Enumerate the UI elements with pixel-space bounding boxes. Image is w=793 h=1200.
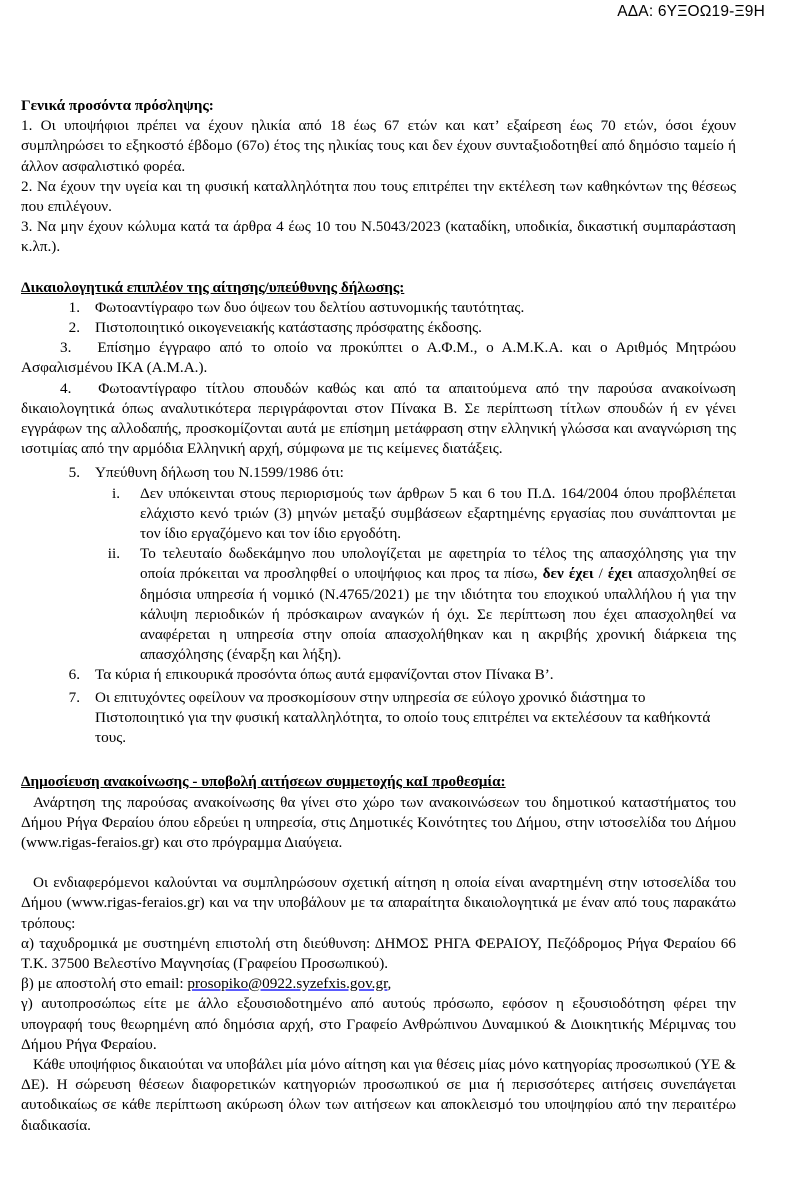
- submission-way-c: γ) αυτοπροσώπως είτε με άλλο εξουσιοδοτημένο από αυτούς πρόσωπο, εφόσον η εξουσιοδότηση φέρει την υπογραφή τους θεωρημένη από δημόσια αρχή, στο Γραφείο Ανθρώπινου Δυναμικού & Διοικητικής Μέριμνας του Δήμου Ρήγα Φεραίου.: [21, 995, 736, 1053]
- submission-way-b: β) με αποστολή στο email: prosopiko@0922.syzefxis.gov.gr,: [21, 975, 392, 993]
- documents-heading: Δικαιολογητικά επιπλέον της αίτησης/υπεύθυνης δήλωσης:: [21, 278, 405, 296]
- general-item-2: 2. Να έχουν την υγεία και τη φυσική καταλληλότητα που τους επιτρέπει την εκτέλεση των καθηκόντων της θέσεως που επιλέγουν.: [21, 177, 736, 216]
- declaration-item-i: i. Δεν υπόκεινται στους περιορισμούς των άρθρων 5 και 6 του Π.Δ. 164/2004 όπου προβλέπεται ελάχιστο κενό τριών (3) μηνών μεταξύ συμβάσεων εξαρτημένης εργασίας που συνάπτονται με τον ίδιο εργαζόμενο και τον ίδιο εργοδότη.: [111, 484, 736, 543]
- documents-item-4: 4. Φωτοαντίγραφο τίτλου σπουδών καθώς και από τα απαιτούμενα από την παρούσα ανακοίνωση δικαιολογητικά όπως αναλυτικότερα περιγράφονται στον Πίνακα Β. Σε περίπτωση τίτλων σπουδών ή εν γένει εγγράφων της αλλοδαπής, προσκομίζονται αυτά με επίσημη μετάφραση στην ελληνική γλώσσα και αναγνώριση της ισοτιμίας από την αρμόδια Ελληνική αρχή, σύμφωνα με τις κείμενες διατάξεις.: [21, 379, 737, 458]
- documents-item-2: 2. Πιστοποιητικό οικογενειακής κατάστασης πρόσφατης έκδοσης.: [68, 319, 482, 337]
- publication-paragraph-3: Κάθε υποψήφιος δικαιούται να υποβάλει μία μόνο αίτηση και για θέσεις μίας μόνο κατηγορίας προσωπικού (ΥΕ & ΔΕ). Η σώρευση θέσεων διαφορετικών κατηγοριών προσωπικού σε μια ή περισσότερες αιτήσεις συνεπάγεται αυτοδικαίως σε κάθε περίπτωση ακύρωση όλων των αιτήσεων και αποκλεισμό του υποψηφίου από την περαιτέρω διαδικασία.: [21, 1055, 736, 1134]
- documents-item-5: 5. Υπεύθυνη δήλωση του Ν.1599/1986 ότι:: [68, 464, 344, 482]
- general-item-3: 3. Να μην έχουν κώλυμα κατά τα άρθρα 4 έως 10 του Ν.5043/2023 (καταδίκη, υποδικία, δικαστική συμπαράσταση κ.λπ.).: [21, 218, 736, 256]
- declaration-item-ii: ii. Το τελευταίο δωδεκάμηνο που υπολογίζεται με αφετηρία το τέλος της απασχόλησης για την οποία πρόκειται να προσληφθεί ο υποψήφιος και προς τα πίσω, δεν έχει / έχει απασχοληθεί σε δημόσια υπηρεσία ή νομικό (Ν.4765/2021) με την ιδιότητα του εποχικού υπαλλήλου ή για την κάλυψη περιοδικών ή πρόσκαιρων αναγκών ή όχι. Σε περίπτωση που έχει απασχοληθεί να αναφέρεται η υπηρεσία στην οποία απασχολήθηκαν και η ακριβής χρονική διάρκεια της απασχόλησης (έναρξη και λήξη).: [107, 545, 736, 664]
- document-body: [21, 96, 736, 1136]
- publication-heading: Δημοσίευση ανακοίνωσης - υποβολή αιτήσεων συμμετοχής καΙ προθεσμία:: [21, 773, 506, 791]
- submission-way-a: α) ταχυδρομικά με συστημένη επιστολή στη διεύθυνση: ΔΗΜΟΣ ΡΗΓΑ ΦΕΡΑΙΟΥ, Πεζόδρομος Ρήγα Φεραίου 66 Τ.Κ. 37500 Βελεστίνο Μαγνησίας (Γραφείου Προσωπικού).: [21, 934, 736, 972]
- publication-paragraph-1: Ανάρτηση της παρούσας ανακοίνωσης θα γίνει στο χώρο των ανακοινώσεων του δημοτικού καταστήματος του Δήμου Ρήγα Φεραίου όπου εδρεύει η υπηρεσία, στις Δημοτικές Κοινότητες του Δήμου, στην ιστοσελίδα του Δήμου (www.rigas-feraios.gr) και στο πρόγραμμα Διαύγεια.: [21, 793, 736, 851]
- ada-code: ΑΔΑ: 6ΥΞΟΩ19-Ξ9Η: [617, 3, 765, 20]
- email-link[interactable]: prosopiko@0922.syzefxis.gov.gr: [187, 975, 388, 993]
- documents-item-6: 6. Τα κύρια ή επικουρικά προσόντα όπως αυτά εμφανίζονται στον Πίνακα Β’.: [68, 666, 554, 684]
- documents-item-1: 1. Φωτοαντίγραφο των δυο όψεων του δελτίου αστυνομικής ταυτότητας.: [68, 298, 525, 316]
- documents-item-7: 7. Οι επιτυχόντες οφείλουν να προσκομίσουν στην υπηρεσία σε εύλογο χρονικό διάστημα το Πιστοποιητικό για την φυσική καταλληλότητα, το οποίο τους επιτρέπει να εκτελέσουν τα καθήκοντά τους.: [68, 688, 711, 747]
- bold-has-not: δεν έχει: [542, 565, 594, 583]
- publication-paragraph-2: Οι ενδιαφερόμενοι καλούνται να συμπληρώσουν σχετική αίτηση η οποία είναι αναρτημένη στην ιστοσελίδα του Δήμου (www.rigas-feraios.gr) και να την υποβάλουν με τα απαραίτητα δικαιολογητικά με έναν από τους παρακάτω τρόπους:: [21, 874, 736, 932]
- documents-item-3: 3. Επίσημο έγγραφο από το οποίο να προκύπτει ο Α.Φ.Μ., ο Α.Μ.Κ.Α. και ο Αριθμός Μητρώου Ασφαλισμένου ΙΚΑ (Α.Μ.Α.).: [21, 339, 736, 377]
- general-item-1: 1. Οι υποψήφιοι πρέπει να έχουν ηλικία από 18 έως 67 ετών και κατ’ εξαίρεση έως 70 ετών, όσοι έχουν συμπληρώσει το εξηκοστό έβδομο (67ο) έτος της ηλικίας τους και δεν έχουν συνταξιοδοτηθεί από δημόσιο ταμείο ή άλλον ασφαλιστικό φορέα.: [21, 117, 736, 175]
- bold-has: έχει: [607, 565, 633, 583]
- general-qualifications-heading: Γενικά προσόντα πρόσληψης:: [21, 97, 214, 114]
